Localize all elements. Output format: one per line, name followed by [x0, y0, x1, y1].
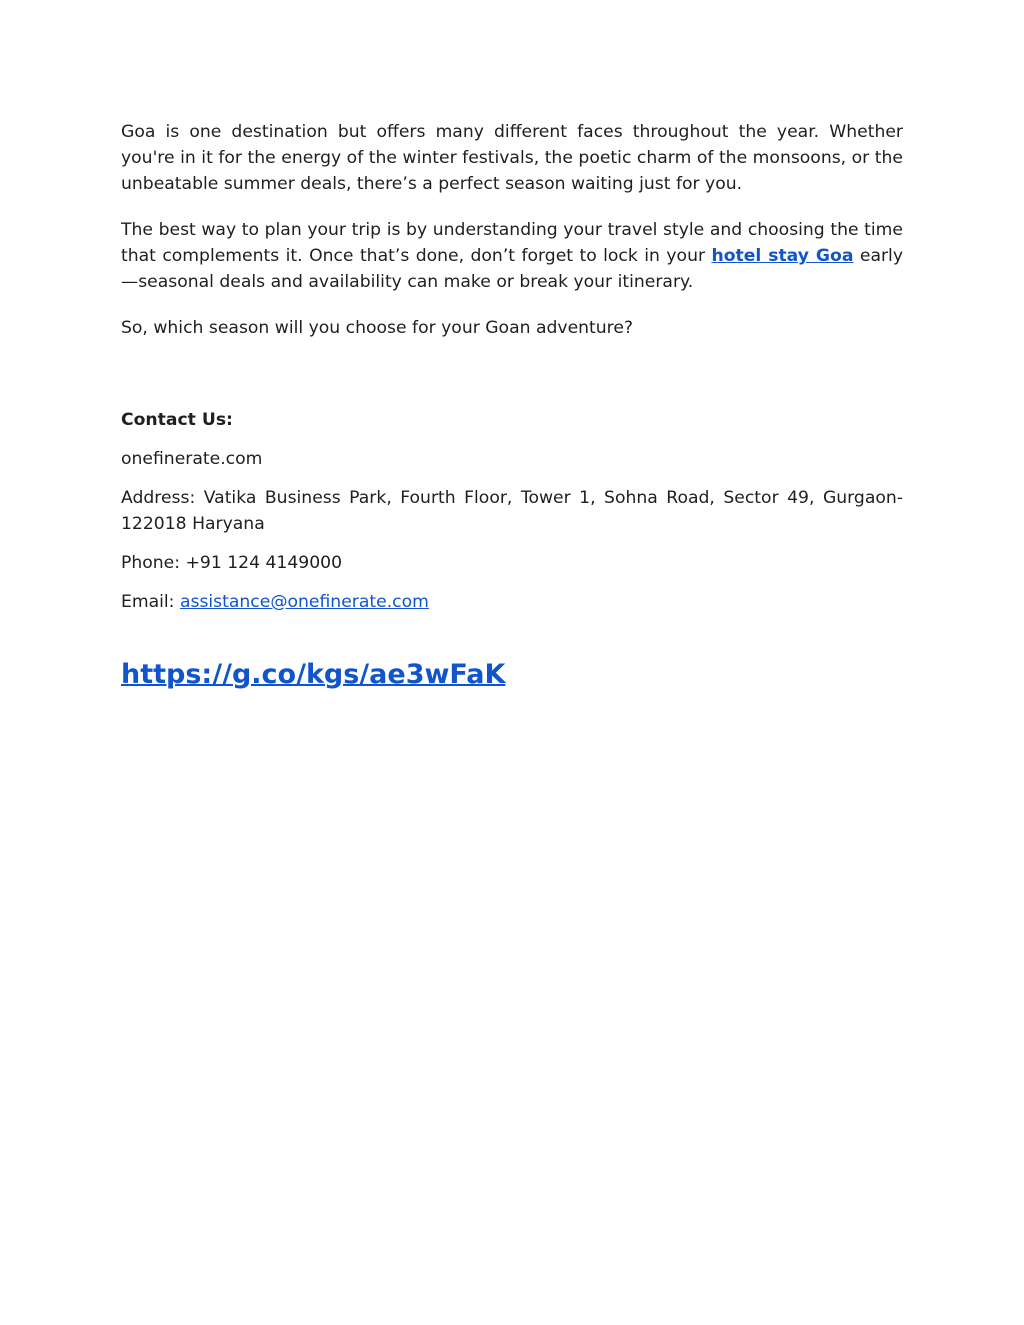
document-page	[121, 119, 903, 692]
plan-text-before: The best way to plan your trip is by understanding your travel style and choosing the time that complements it. Once that’s done, don’t forget to lock in your	[121, 220, 903, 266]
contact-phone: Phone: +91 124 4149000	[121, 553, 343, 573]
contact-website: onefinerate.com	[121, 449, 263, 469]
email-label: Email:	[121, 592, 180, 612]
contact-address: Address: Vatika Business Park, Fourth Floor, Tower 1, Sohna Road, Sector 49, Gurgaon- 122018 Haryana	[121, 488, 903, 534]
intro-paragraph: Goa is one destination but offers many different faces throughout the year. Whether you're in it for the energy of the winter festivals, the poetic charm of the monsoons, or the unbeatable summer deals, there’s a perfect season waiting just for you.	[121, 122, 903, 194]
question-paragraph: So, which season will you choose for your Goan adventure?	[121, 318, 634, 338]
contact-email	[121, 589, 903, 615]
plan-paragraph	[121, 217, 903, 295]
email-link[interactable]: assistance@onefinerate.com	[179, 592, 429, 612]
google-maps-link[interactable]: https://g.co/kgs/ae3wFaK	[121, 659, 506, 690]
plan-text-after: early—seasonal deals and availability can make or break your itinerary.	[121, 246, 903, 292]
hotel-stay-goa-link[interactable]: hotel stay Goa	[711, 246, 854, 266]
contact-heading: Contact Us:	[121, 410, 233, 430]
